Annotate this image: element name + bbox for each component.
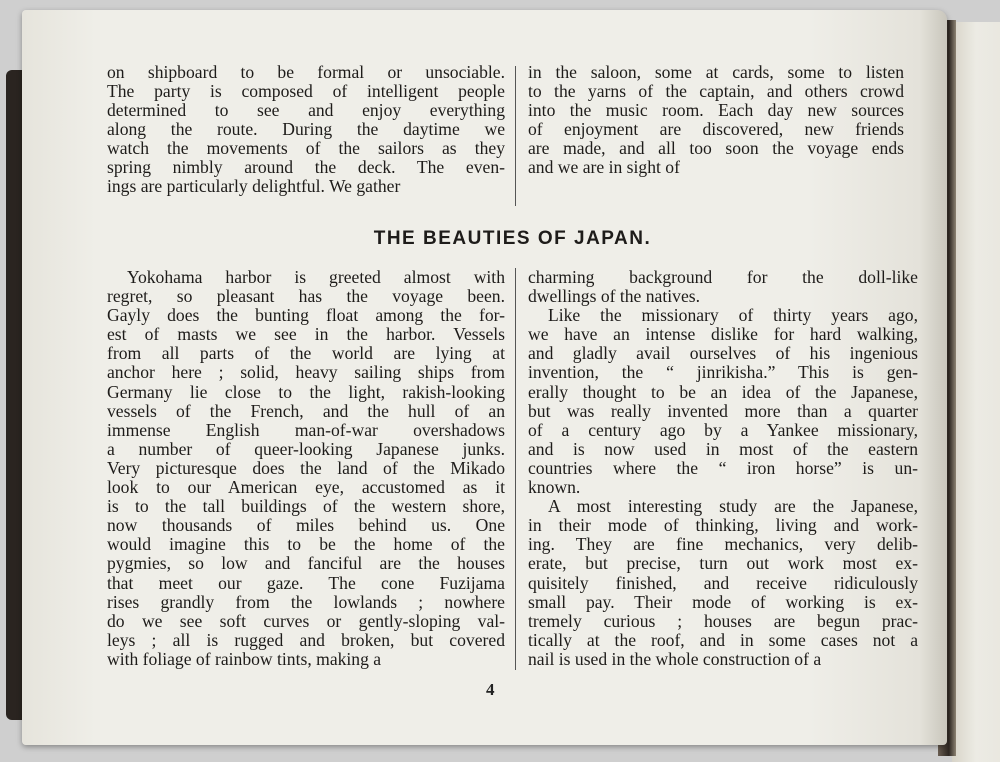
text-line: and gladly avail ourselves of his ingenious <box>528 343 918 364</box>
body-right-column <box>528 268 918 669</box>
text-line: in the saloon, some at cards, some to listen <box>528 62 904 82</box>
top-right-column <box>528 63 904 177</box>
text-line: charming background for the doll-like <box>528 267 918 287</box>
text-line: with foliage of rainbow tints, making a <box>107 648 382 669</box>
text-line: regret, so pleasant has the voyage been. <box>107 286 505 307</box>
text-line: countries where the “ iron horse” is un- <box>528 457 918 478</box>
text-line: spring nimbly around the deck. The even- <box>107 157 505 177</box>
text-line: we have an intense dislike for hard walking, <box>528 324 918 345</box>
text-line: and is now used in most of the eastern <box>528 438 918 459</box>
text-line: quisitely finished, and receive ridiculously <box>528 572 918 593</box>
text-line: Very picturesque does the land of the Mikado <box>107 457 505 478</box>
facing-page <box>952 22 1000 762</box>
text-line: erate, but precise, turn out work most ex- <box>528 553 918 574</box>
text-line: on shipboard to be formal or unsociable. <box>107 62 505 82</box>
text-line: of enjoyment are discovered, new friends <box>528 119 904 139</box>
text-line: a number of queer-looking Japanese junks. <box>107 438 505 459</box>
text-line: Gayly does the bunting float among the for- <box>107 305 505 326</box>
text-line: est of masts we see in the harbor. Vessels <box>107 324 505 345</box>
text-line: dwellings of the natives. <box>528 286 700 307</box>
text-line: from all parts of the world are lying at <box>107 343 505 364</box>
text-line: Germany lie close to the light, rakish-looking <box>107 381 505 402</box>
text-line: ings are particularly delightful. We gather <box>107 176 401 196</box>
text-line: determined to see and enjoy everything <box>107 100 505 120</box>
text-line: watch the movements of the sailors as they <box>107 138 505 158</box>
text-line: and we are in sight of <box>528 157 680 177</box>
text-line: in their mode of thinking, living and work- <box>528 515 918 536</box>
text-line: immense English man-of-war overshadows <box>107 419 505 440</box>
text-line: is to the tall buildings of the western shore, <box>107 496 505 517</box>
body-left-column <box>107 268 505 669</box>
text-line: Yokohama harbor is greeted almost with <box>127 267 505 287</box>
text-line: tremely curious ; houses are begun prac- <box>528 610 918 631</box>
text-line: small pay. Their mode of working is ex- <box>528 591 918 612</box>
text-line: would imagine this to be the home of the <box>107 534 505 555</box>
text-line: are made, and all too soon the voyage ends <box>528 138 904 158</box>
top-left-column <box>107 63 505 196</box>
text-line: invention, the “ jinrikisha.” This is gen- <box>528 362 918 383</box>
text-line: to the yarns of the captain, and others crowd <box>528 81 904 101</box>
text-line: anchor here ; solid, heavy sailing ships from <box>107 362 505 383</box>
text-line: known. <box>528 477 581 498</box>
text-line: leys ; all is rugged and broken, but covered <box>107 629 505 650</box>
text-line: look to our American eye, accustomed as it <box>107 477 505 498</box>
section-title: THE BEAUTIES OF JAPAN. <box>373 228 652 249</box>
text-line: that meet our gaze. The cone Fuzijama <box>107 572 505 593</box>
column-rule-top <box>515 66 516 206</box>
text-line: but was really invented more than a quarter <box>528 400 918 421</box>
text-line: The party is composed of intelligent people <box>107 81 505 101</box>
page-number: 4 <box>486 680 495 699</box>
text-line: pygmies, so low and fanciful are the houses <box>107 553 505 574</box>
column-rule-body <box>515 268 516 670</box>
text-line: nail is used in the whole construction of a <box>528 648 822 669</box>
text-line: Like the missionary of thirty years ago, <box>548 305 918 326</box>
text-line: tically at the roof, and in some cases not a <box>528 629 918 650</box>
text-line: ing. They are fine mechanics, very delib- <box>528 534 918 555</box>
text-line: vessels of the French, and the hull of an <box>107 400 505 421</box>
text-line: A most interesting study are the Japanese, <box>548 496 918 517</box>
text-line: now thousands of miles behind us. One <box>107 515 505 536</box>
text-line: into the music room. Each day new sources <box>528 100 904 120</box>
text-line: rises grandly from the lowlands ; nowhere <box>107 591 505 612</box>
text-line: along the route. During the daytime we <box>107 119 505 139</box>
text-line: do we see soft curves or gently-sloping val- <box>107 610 505 631</box>
text-line: of a century ago by a Yankee missionary, <box>528 419 918 440</box>
text-line: erally thought to be an idea of the Japanese, <box>528 381 918 402</box>
